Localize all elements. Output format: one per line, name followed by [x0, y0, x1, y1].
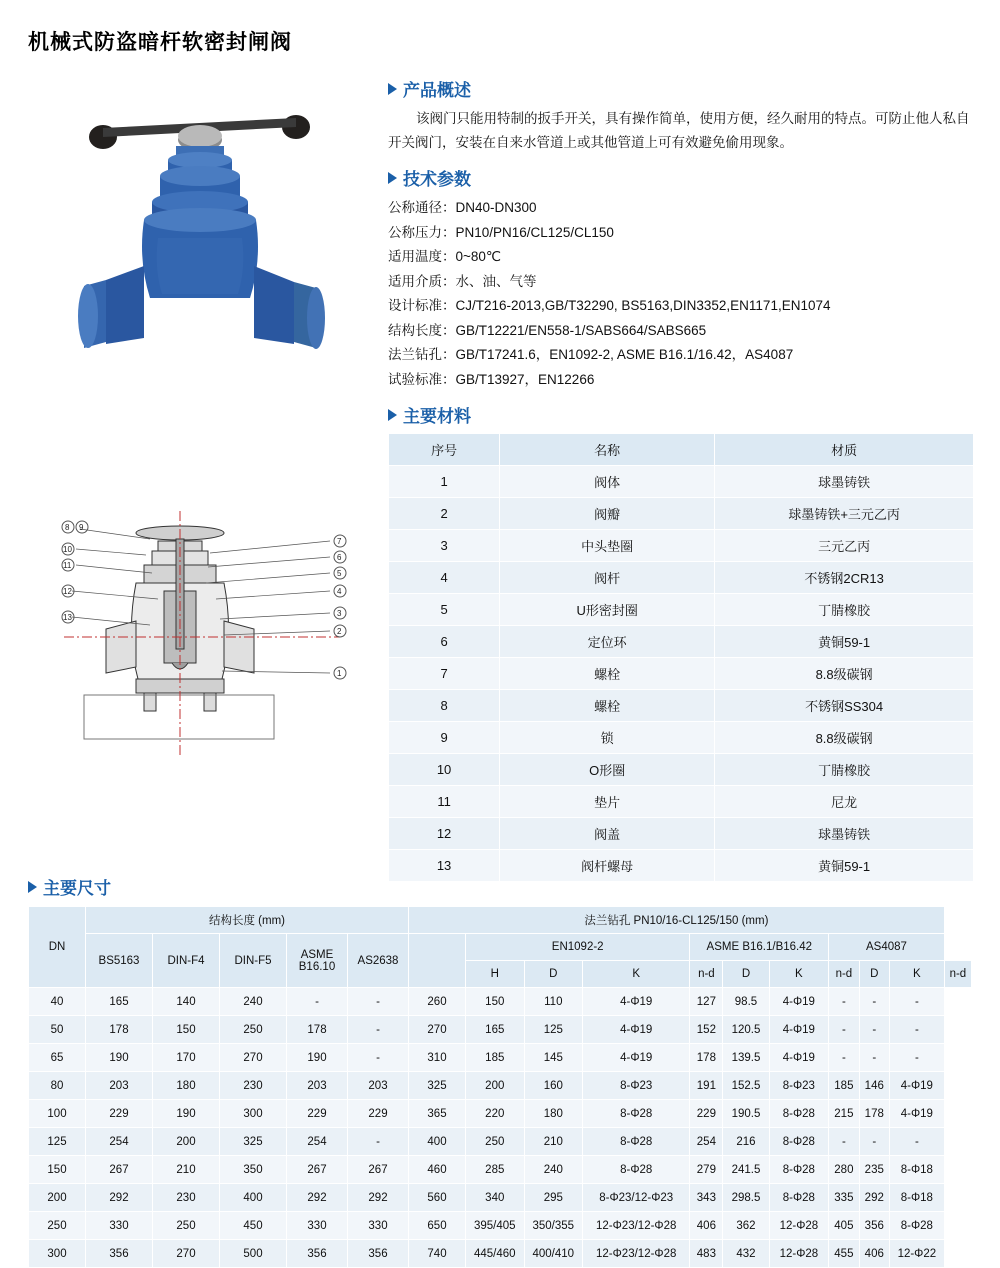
triangle-icon: [28, 881, 37, 893]
cell-no: 4: [389, 562, 500, 594]
cell-as-nd: -: [889, 988, 944, 1016]
cell-no: 10: [389, 754, 500, 786]
right-column: [388, 76, 974, 882]
cell-no: 13: [389, 850, 500, 882]
cell-bs5163: 178: [86, 1016, 153, 1044]
table-row: [389, 658, 974, 690]
cell-as-d: 280: [829, 1156, 859, 1184]
cell-dinf5: 450: [220, 1212, 287, 1240]
cell-en-k: 240: [524, 1156, 583, 1184]
svg-text:12: 12: [63, 587, 72, 596]
cell-as-nd: 8-Φ18: [889, 1156, 944, 1184]
valve-photo-icon: [40, 88, 360, 418]
cell-asme-d: 279: [690, 1156, 723, 1184]
cell-as2638: -: [348, 1016, 409, 1044]
cell-h: 270: [409, 1016, 466, 1044]
cell-name: 螺栓: [500, 690, 715, 722]
cell-en-d: 185: [466, 1044, 525, 1072]
cell-en-nd: 12-Φ23/12-Φ28: [583, 1212, 690, 1240]
table-row: [29, 988, 972, 1016]
unit-as-nd: n-d: [944, 961, 971, 988]
cell-dinf5: 325: [220, 1128, 287, 1156]
cell-dinf5: 240: [220, 988, 287, 1016]
cell-h: 560: [409, 1184, 466, 1212]
cell-dinf5: 500: [220, 1240, 287, 1268]
cell-asme-nd: 8-Φ28: [769, 1184, 829, 1212]
overview-heading: [388, 76, 974, 101]
cell-as2638: -: [348, 988, 409, 1016]
cell-en-k: 180: [524, 1100, 583, 1128]
unit-en-k: K: [583, 961, 690, 988]
cell-as-d: 405: [829, 1212, 859, 1240]
svg-text:4: 4: [337, 587, 342, 596]
cell-no: 1: [389, 466, 500, 498]
cell-name: 定位环: [500, 626, 715, 658]
unit-en-nd: n-d: [690, 961, 723, 988]
cell-en-nd: 8-Φ28: [583, 1100, 690, 1128]
cell-name: 锁: [500, 722, 715, 754]
triangle-icon: [388, 83, 397, 95]
cell-en-k: 145: [524, 1044, 583, 1072]
table-row: [389, 498, 974, 530]
table-row: [29, 1044, 972, 1072]
cell-bs5163: 330: [86, 1212, 153, 1240]
cell-en-d: 340: [466, 1184, 525, 1212]
svg-text:5: 5: [337, 569, 342, 578]
table-row: [29, 1128, 972, 1156]
cell-en-k: 125: [524, 1016, 583, 1044]
cell-as-k: -: [859, 988, 889, 1016]
cell-dn: 250: [29, 1212, 86, 1240]
cell-as-d: 185: [829, 1072, 859, 1100]
cell-bs5163: 203: [86, 1072, 153, 1100]
cell-as2638: 292: [348, 1184, 409, 1212]
cell-as-k: -: [859, 1016, 889, 1044]
svg-text:1: 1: [337, 669, 342, 678]
cell-asme1610: 203: [287, 1072, 348, 1100]
cell-no: 9: [389, 722, 500, 754]
cell-en-k: 400/410: [524, 1240, 583, 1268]
svg-text:11: 11: [63, 561, 72, 570]
cell-en-nd: 4-Φ19: [583, 988, 690, 1016]
svg-text:6: 6: [337, 553, 342, 562]
cell-as-k: 356: [859, 1212, 889, 1240]
table-row: [389, 690, 974, 722]
dimensions-table-wrapper: [28, 906, 972, 1268]
cell-as-nd: 12-Φ22: [889, 1240, 944, 1268]
unit-as-k: K: [889, 961, 944, 988]
cell-dinf5: 270: [220, 1044, 287, 1072]
cell-asme1610: 356: [287, 1240, 348, 1268]
unit-as-d: D: [859, 961, 889, 988]
table-row: [389, 466, 974, 498]
cell-asme-d: 178: [690, 1044, 723, 1072]
col-header-asme-b1610: ASME B16.10: [287, 934, 348, 988]
table-header-row-sub: [29, 934, 972, 961]
cell-dn: 40: [29, 988, 86, 1016]
cell-en-k: 210: [524, 1128, 583, 1156]
cell-dinf5: 250: [220, 1016, 287, 1044]
table-row: [389, 722, 974, 754]
cell-asme-nd: 8-Φ28: [769, 1128, 829, 1156]
cell-material: 8.8级碳钢: [715, 722, 974, 754]
spec-item: 试验标准：GB/T13927，EN12266: [388, 371, 595, 387]
specs-heading-label: 技术参数: [403, 170, 471, 189]
cell-en-nd: 4-Φ19: [583, 1044, 690, 1072]
table-header-row: [389, 434, 974, 466]
unit-asme-d: D: [723, 961, 769, 988]
cell-bs5163: 356: [86, 1240, 153, 1268]
cell-bs5163: 292: [86, 1184, 153, 1212]
cell-en-k: 350/355: [524, 1212, 583, 1240]
unit-h: H: [466, 961, 525, 988]
svg-text:3: 3: [337, 609, 342, 618]
cell-material: 丁腈橡胶: [715, 754, 974, 786]
cell-asme1610: 254: [287, 1128, 348, 1156]
svg-text:9: 9: [79, 523, 84, 532]
dimensions-heading: [28, 874, 111, 899]
cell-as-d: 455: [829, 1240, 859, 1268]
cell-dinf5: 230: [220, 1072, 287, 1100]
cell-as-d: 335: [829, 1184, 859, 1212]
table-row: [389, 818, 974, 850]
cell-as2638: 203: [348, 1072, 409, 1100]
cell-h: 650: [409, 1212, 466, 1240]
table-row: [389, 786, 974, 818]
col-header-as4087: AS4087: [829, 934, 945, 961]
cell-as-k: -: [859, 1044, 889, 1072]
overview-heading-label: 产品概述: [403, 81, 471, 100]
table-row: [29, 1016, 972, 1044]
cell-dn: 65: [29, 1044, 86, 1072]
cell-en-d: 200: [466, 1072, 525, 1100]
col-header-asme-b161: ASME B16.1/B16.42: [690, 934, 829, 961]
cell-material: 丁腈橡胶: [715, 594, 974, 626]
cell-as-nd: 8-Φ18: [889, 1184, 944, 1212]
cell-en-nd: 8-Φ28: [583, 1128, 690, 1156]
cell-asme-d: 127: [690, 988, 723, 1016]
cell-material: 黄铜59-1: [715, 850, 974, 882]
cell-as-d: -: [829, 1128, 859, 1156]
cell-asme-k: 362: [723, 1212, 769, 1240]
svg-text:2: 2: [337, 627, 342, 636]
materials-heading-label: 主要材料: [403, 407, 471, 426]
spec-item: 结构长度：GB/T12221/EN558-1/SABS664/SABS665: [388, 322, 707, 338]
cell-as-k: 178: [859, 1100, 889, 1128]
cell-material: 球墨铸铁: [715, 466, 974, 498]
cell-en-nd: 8-Φ23/12-Φ23: [583, 1184, 690, 1212]
cell-asme-d: 191: [690, 1072, 723, 1100]
cell-material: 不锈钢SS304: [715, 690, 974, 722]
cell-dinf4: 180: [153, 1072, 220, 1100]
cell-asme-nd: 8-Φ23: [769, 1072, 829, 1100]
cell-en-k: 160: [524, 1072, 583, 1100]
cell-h: 400: [409, 1128, 466, 1156]
cell-asme-nd: 4-Φ19: [769, 1044, 829, 1072]
unit-asme-k: K: [769, 961, 829, 988]
cell-as-nd: -: [889, 1128, 944, 1156]
cell-no: 6: [389, 626, 500, 658]
cell-dinf4: 200: [153, 1128, 220, 1156]
cell-dn: 150: [29, 1156, 86, 1184]
cell-en-d: 395/405: [466, 1212, 525, 1240]
cell-asme1610: -: [287, 988, 348, 1016]
cell-h: 325: [409, 1072, 466, 1100]
cell-en-k: 295: [524, 1184, 583, 1212]
cell-no: 3: [389, 530, 500, 562]
cell-dn: 300: [29, 1240, 86, 1268]
cell-asme-k: 98.5: [723, 988, 769, 1016]
specs-heading: [388, 165, 974, 190]
cell-name: 阀杆: [500, 562, 715, 594]
cell-asme-k: 432: [723, 1240, 769, 1268]
unit-asme-nd: n-d: [829, 961, 859, 988]
cell-asme-d: 343: [690, 1184, 723, 1212]
col-header-en1092: EN1092-2: [466, 934, 690, 961]
cell-asme-nd: 4-Φ19: [769, 988, 829, 1016]
cell-dn: 50: [29, 1016, 86, 1044]
cell-as2638: -: [348, 1044, 409, 1072]
cell-no: 2: [389, 498, 500, 530]
cell-en-d: 150: [466, 988, 525, 1016]
cell-as-nd: 4-Φ19: [889, 1100, 944, 1128]
cell-asme-k: 241.5: [723, 1156, 769, 1184]
cell-material: 尼龙: [715, 786, 974, 818]
spec-item: 公称压力：PN10/PN16/CL125/CL150: [388, 224, 614, 240]
cell-dinf4: 230: [153, 1184, 220, 1212]
cell-h: 365: [409, 1100, 466, 1128]
col-header-dn: DN: [29, 907, 86, 988]
col-header-dinf4: DIN-F4: [153, 934, 220, 988]
cell-h: 460: [409, 1156, 466, 1184]
dimensions-table: [28, 906, 972, 1268]
cell-name: 中头垫圈: [500, 530, 715, 562]
cell-en-d: 445/460: [466, 1240, 525, 1268]
cell-as-nd: -: [889, 1016, 944, 1044]
svg-text:13: 13: [63, 613, 72, 622]
materials-table: [388, 433, 974, 882]
cell-dinf4: 210: [153, 1156, 220, 1184]
svg-text:7: 7: [337, 537, 342, 546]
cell-no: 7: [389, 658, 500, 690]
cell-h: 260: [409, 988, 466, 1016]
cell-asme-nd: 12-Φ28: [769, 1212, 829, 1240]
table-row: [389, 594, 974, 626]
table-header-row-group: [29, 907, 972, 934]
cell-asme1610: 267: [287, 1156, 348, 1184]
cell-en-d: 250: [466, 1128, 525, 1156]
spec-item: 设计标准：CJ/T216-2013,GB/T32290, BS5163,DIN3352,EN1171,EN1074: [388, 298, 831, 313]
product-photo: [40, 88, 360, 418]
table-row: [29, 1100, 972, 1128]
cell-en-k: 110: [524, 988, 583, 1016]
cell-as2638: -: [348, 1128, 409, 1156]
cell-asme-nd: 4-Φ19: [769, 1016, 829, 1044]
table-row: [29, 1156, 972, 1184]
cell-bs5163: 190: [86, 1044, 153, 1072]
cell-asme1610: 178: [287, 1016, 348, 1044]
cell-asme-k: 120.5: [723, 1016, 769, 1044]
cell-material: 不锈钢2CR13: [715, 562, 974, 594]
cell-material: 三元乙丙: [715, 530, 974, 562]
cell-name: 螺栓: [500, 658, 715, 690]
cell-no: 5: [389, 594, 500, 626]
cell-as-nd: -: [889, 1044, 944, 1072]
cell-as-nd: 8-Φ28: [889, 1212, 944, 1240]
cell-asme-nd: 8-Φ28: [769, 1156, 829, 1184]
cell-asme-d: 229: [690, 1100, 723, 1128]
cell-as-k: 406: [859, 1240, 889, 1268]
table-row: [29, 1212, 972, 1240]
spec-item: 法兰钻孔：GB/T17241.6，EN1092-2, ASME B16.1/16.42，AS4087: [388, 347, 794, 362]
cell-name: O形圈: [500, 754, 715, 786]
cell-h: 740: [409, 1240, 466, 1268]
cell-asme-k: 298.5: [723, 1184, 769, 1212]
table-row: [389, 626, 974, 658]
cell-as-d: -: [829, 1016, 859, 1044]
cell-asme-d: 254: [690, 1128, 723, 1156]
cell-dinf5: 350: [220, 1156, 287, 1184]
svg-text:8: 8: [65, 523, 70, 532]
cell-dn: 200: [29, 1184, 86, 1212]
table-row: [389, 530, 974, 562]
spec-item: 适用温度：0~80℃: [388, 249, 502, 264]
table-row: [29, 1240, 972, 1268]
cell-as-d: 215: [829, 1100, 859, 1128]
cell-asme-k: 216: [723, 1128, 769, 1156]
cell-as2638: 356: [348, 1240, 409, 1268]
table-row: [389, 850, 974, 882]
cell-no: 8: [389, 690, 500, 722]
cell-asme-d: 406: [690, 1212, 723, 1240]
cell-en-nd: 8-Φ23: [583, 1072, 690, 1100]
triangle-icon: [388, 409, 397, 421]
col-header-material: 材质: [715, 434, 974, 466]
cell-name: 阀瓣: [500, 498, 715, 530]
svg-text:10: 10: [63, 545, 72, 554]
cell-asme1610: 190: [287, 1044, 348, 1072]
cell-dn: 100: [29, 1100, 86, 1128]
cell-dn: 80: [29, 1072, 86, 1100]
cell-asme-k: 139.5: [723, 1044, 769, 1072]
col-header-dinf5: DIN-F5: [220, 934, 287, 988]
cell-asme-k: 152.5: [723, 1072, 769, 1100]
cell-as2638: 229: [348, 1100, 409, 1128]
cell-dinf4: 250: [153, 1212, 220, 1240]
cell-material: 8.8级碳钢: [715, 658, 974, 690]
overview-text: 该阀门只能用特制的扳手开关，具有操作简单，使用方便，经久耐用的特点。可防止他人私自开关阀门，安装在自来水管道上或其他管道上可有效避免偷用现象。: [388, 111, 970, 150]
col-header-flange-group: 法兰钻孔 PN10/16-CL125/150 (mm): [409, 907, 945, 934]
col-header-bs5163: BS5163: [86, 934, 153, 988]
cell-en-nd: 12-Φ23/12-Φ28: [583, 1240, 690, 1268]
cell-dinf4: 190: [153, 1100, 220, 1128]
spec-item: 公称通径：DN40-DN300: [388, 200, 537, 215]
table-row: [29, 1184, 972, 1212]
col-header-no: 序号: [389, 434, 500, 466]
cell-asme1610: 229: [287, 1100, 348, 1128]
cell-material: 球墨铸铁+三元乙丙: [715, 498, 974, 530]
cell-bs5163: 165: [86, 988, 153, 1016]
dimensions-heading-label: 主要尺寸: [43, 879, 111, 898]
table-row: [29, 1072, 972, 1100]
cell-name: 垫片: [500, 786, 715, 818]
cell-asme1610: 292: [287, 1184, 348, 1212]
cell-bs5163: 254: [86, 1128, 153, 1156]
cell-asme-nd: 12-Φ28: [769, 1240, 829, 1268]
cell-dinf4: 170: [153, 1044, 220, 1072]
cell-asme-nd: 8-Φ28: [769, 1100, 829, 1128]
cell-dn: 125: [29, 1128, 86, 1156]
cell-material: 球墨铸铁: [715, 818, 974, 850]
cell-en-nd: 8-Φ28: [583, 1156, 690, 1184]
cell-en-d: 285: [466, 1156, 525, 1184]
section-drawing: [40, 495, 370, 785]
col-header-length-group: 结构长度 (mm): [86, 907, 409, 934]
cell-dinf4: 140: [153, 988, 220, 1016]
page-title: 机械式防盗暗杆软密封闸阀: [28, 31, 292, 54]
cell-h: 310: [409, 1044, 466, 1072]
cell-name: 阀盖: [500, 818, 715, 850]
cell-no: 11: [389, 786, 500, 818]
cell-asme-d: 483: [690, 1240, 723, 1268]
cell-en-d: 165: [466, 1016, 525, 1044]
table-row: [389, 562, 974, 594]
spec-item: 适用介质：水、油、气等: [388, 273, 537, 289]
table-row: [389, 754, 974, 786]
cell-bs5163: 267: [86, 1156, 153, 1184]
cell-en-d: 220: [466, 1100, 525, 1128]
cell-no: 12: [389, 818, 500, 850]
cell-as-k: 146: [859, 1072, 889, 1100]
cell-as-k: -: [859, 1128, 889, 1156]
cell-material: 黄铜59-1: [715, 626, 974, 658]
cell-name: 阀体: [500, 466, 715, 498]
materials-heading: [388, 402, 974, 427]
col-header-name: 名称: [500, 434, 715, 466]
cell-as2638: 267: [348, 1156, 409, 1184]
cell-as-d: -: [829, 1044, 859, 1072]
cell-asme-d: 152: [690, 1016, 723, 1044]
cell-en-nd: 4-Φ19: [583, 1016, 690, 1044]
triangle-icon: [388, 172, 397, 184]
valve-drawing-icon: [40, 495, 370, 785]
cell-dinf5: 300: [220, 1100, 287, 1128]
specs-list: [388, 196, 974, 392]
cell-bs5163: 229: [86, 1100, 153, 1128]
unit-en-d: D: [524, 961, 583, 988]
col-header-h-spacer: [409, 934, 466, 988]
cell-as-k: 292: [859, 1184, 889, 1212]
cell-name: 阀杆螺母: [500, 850, 715, 882]
cell-as-d: -: [829, 988, 859, 1016]
cell-as-k: 235: [859, 1156, 889, 1184]
cell-dinf4: 150: [153, 1016, 220, 1044]
cell-name: U形密封圈: [500, 594, 715, 626]
col-header-as2638: AS2638: [348, 934, 409, 988]
cell-dinf4: 270: [153, 1240, 220, 1268]
cell-asme-k: 190.5: [723, 1100, 769, 1128]
cell-as2638: 330: [348, 1212, 409, 1240]
cell-as-nd: 4-Φ19: [889, 1072, 944, 1100]
cell-asme1610: 330: [287, 1212, 348, 1240]
cell-dinf5: 400: [220, 1184, 287, 1212]
